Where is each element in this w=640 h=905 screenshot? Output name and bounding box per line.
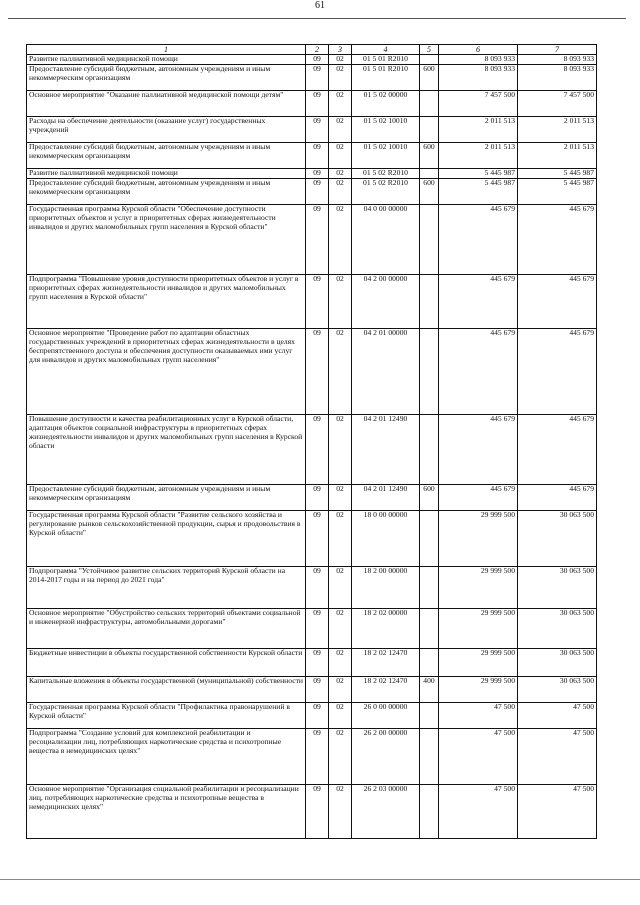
row-name-cell: Государственная программа Курской области "Развитие сельского хозяйства и регулирование рынков сельскохозяйственной продукции, сырья и продовольствия в Курской области" <box>27 511 306 567</box>
expense-type-cell <box>420 329 439 415</box>
row-name-cell: Расходы на обеспечение деятельности (оказание услуг) государственных учреждений <box>27 117 306 143</box>
table-row <box>27 677 597 703</box>
target-article-cell: 18 2 02 12470 <box>352 677 420 703</box>
table-row <box>27 329 597 415</box>
section-code-cell: 09 <box>306 205 329 275</box>
amount-year2-cell: 445 679 <box>518 205 597 275</box>
section-code-cell: 09 <box>306 55 329 65</box>
row-name-cell: Основное мероприятие "Организация социальной реабилитации и ресоциализации лиц, потребляющих наркотические средства и психотропные вещества в немедицинских целях" <box>27 785 306 839</box>
subsection-code-cell: 02 <box>329 567 352 609</box>
amount-year1-cell: 2 011 513 <box>439 143 518 169</box>
section-code-cell: 09 <box>306 117 329 143</box>
amount-year1-cell: 2 011 513 <box>439 117 518 143</box>
amount-year1-cell: 445 679 <box>439 205 518 275</box>
amount-year1-cell: 47 500 <box>439 785 518 839</box>
header-row <box>27 45 597 55</box>
amount-year1-cell: 5 445 987 <box>439 169 518 179</box>
table-row <box>27 785 597 839</box>
amount-year2-cell: 445 679 <box>518 275 597 329</box>
amount-year2-cell: 30 063 500 <box>518 567 597 609</box>
target-article-cell: 04 0 00 00000 <box>352 205 420 275</box>
amount-year1-cell: 47 500 <box>439 703 518 729</box>
target-article-cell: 18 2 02 12470 <box>352 649 420 677</box>
subsection-code-cell: 02 <box>329 415 352 485</box>
row-name-cell: Капитальные вложения в объекты государственной (муниципальной) собственности <box>27 677 306 703</box>
section-code-cell: 09 <box>306 729 329 785</box>
col-header-6: 6 <box>439 45 518 55</box>
expense-type-cell <box>420 609 439 649</box>
target-article-cell: 01 5 02 10010 <box>352 143 420 169</box>
expense-type-cell <box>420 649 439 677</box>
amount-year1-cell: 445 679 <box>439 415 518 485</box>
target-article-cell: 18 2 02 00000 <box>352 609 420 649</box>
amount-year1-cell: 445 679 <box>439 329 518 415</box>
row-name-cell: Развитие паллиативной медицинской помощи <box>27 55 306 65</box>
target-article-cell: 04 2 01 00000 <box>352 329 420 415</box>
expense-type-cell <box>420 169 439 179</box>
subsection-code-cell: 02 <box>329 65 352 91</box>
table-body <box>27 55 597 839</box>
table-row <box>27 703 597 729</box>
section-code-cell: 09 <box>306 329 329 415</box>
row-name-cell: Основное мероприятие "Обустройство сельских территорий объектами социальной и инженерной инфраструктуры, автомобильными дорогами" <box>27 609 306 649</box>
amount-year1-cell: 29 999 500 <box>439 649 518 677</box>
budget-table <box>26 44 597 839</box>
table-row <box>27 65 597 91</box>
subsection-code-cell: 02 <box>329 55 352 65</box>
expense-type-cell: 600 <box>420 485 439 511</box>
target-article-cell: 01 5 01 R2010 <box>352 55 420 65</box>
expense-type-cell <box>420 91 439 117</box>
section-code-cell: 09 <box>306 91 329 117</box>
row-name-cell: Предоставление субсидий бюджетным, автономным учреждениям и иным некоммерческим организациям <box>27 65 306 91</box>
section-code-cell: 09 <box>306 179 329 205</box>
amount-year1-cell: 29 999 500 <box>439 609 518 649</box>
table-row <box>27 609 597 649</box>
target-article-cell: 01 5 02 00000 <box>352 91 420 117</box>
section-code-cell: 09 <box>306 609 329 649</box>
amount-year2-cell: 445 679 <box>518 485 597 511</box>
section-code-cell: 09 <box>306 567 329 609</box>
table-row <box>27 91 597 117</box>
subsection-code-cell: 02 <box>329 511 352 567</box>
subsection-code-cell: 02 <box>329 609 352 649</box>
top-rule <box>8 18 626 19</box>
col-header-5: 5 <box>420 45 439 55</box>
amount-year2-cell: 8 093 933 <box>518 55 597 65</box>
target-article-cell: 01 5 01 R2010 <box>352 65 420 91</box>
amount-year2-cell: 5 445 987 <box>518 169 597 179</box>
amount-year2-cell: 30 063 500 <box>518 649 597 677</box>
row-name-cell: Подпрограмма "Создание условий для комплексной реабилитации и ресоциализации лиц, потребляющих наркотические средства и психотропные вещества в немедицинских целях" <box>27 729 306 785</box>
target-article-cell: 04 2 01 12490 <box>352 485 420 511</box>
amount-year2-cell: 47 500 <box>518 703 597 729</box>
table-row <box>27 415 597 485</box>
row-name-cell: Повышение доступности и качества реабилитационных услуг в Курской области, адаптация объектов социальной инфраструктуры в приоритетных сферах жизнедеятельности инвалидов и других маломобильных групп населения в Курской области <box>27 415 306 485</box>
expense-type-cell <box>420 205 439 275</box>
table-row <box>27 117 597 143</box>
expense-type-cell: 600 <box>420 179 439 205</box>
amount-year1-cell: 7 457 500 <box>439 91 518 117</box>
section-code-cell: 09 <box>306 143 329 169</box>
table-row <box>27 729 597 785</box>
table-row <box>27 179 597 205</box>
row-name-cell: Государственная программа Курской области "Профилактика правонарушений в Курской области" <box>27 703 306 729</box>
amount-year1-cell: 47 500 <box>439 729 518 785</box>
subsection-code-cell: 02 <box>329 729 352 785</box>
subsection-code-cell: 02 <box>329 91 352 117</box>
page-number: 61 <box>315 0 325 11</box>
subsection-code-cell: 02 <box>329 169 352 179</box>
amount-year1-cell: 29 999 500 <box>439 677 518 703</box>
expense-type-cell <box>420 511 439 567</box>
amount-year1-cell: 445 679 <box>439 275 518 329</box>
expense-type-cell <box>420 55 439 65</box>
table-row <box>27 485 597 511</box>
target-article-cell: 26 2 03 00000 <box>352 785 420 839</box>
amount-year1-cell: 8 093 933 <box>439 55 518 65</box>
row-name-cell: Развитие паллиативной медицинской помощи <box>27 169 306 179</box>
subsection-code-cell: 02 <box>329 703 352 729</box>
section-code-cell: 09 <box>306 649 329 677</box>
amount-year2-cell: 445 679 <box>518 329 597 415</box>
amount-year2-cell: 30 063 500 <box>518 609 597 649</box>
amount-year1-cell: 8 093 933 <box>439 65 518 91</box>
target-article-cell: 26 2 00 00000 <box>352 729 420 785</box>
target-article-cell: 01 5 02 R2010 <box>352 179 420 205</box>
expense-type-cell <box>420 275 439 329</box>
amount-year1-cell: 445 679 <box>439 485 518 511</box>
subsection-code-cell: 02 <box>329 485 352 511</box>
expense-type-cell: 400 <box>420 677 439 703</box>
table-row <box>27 205 597 275</box>
amount-year1-cell: 5 445 987 <box>439 179 518 205</box>
row-name-cell: Предоставление субсидий бюджетным, автономным учреждениям и иным некоммерческим организациям <box>27 179 306 205</box>
row-name-cell: Бюджетные инвестиции в объекты государственной собственности Курской области <box>27 649 306 677</box>
subsection-code-cell: 02 <box>329 205 352 275</box>
expense-type-cell <box>420 415 439 485</box>
section-code-cell: 09 <box>306 485 329 511</box>
table-row <box>27 649 597 677</box>
expense-type-cell: 600 <box>420 143 439 169</box>
amount-year2-cell: 7 457 500 <box>518 91 597 117</box>
subsection-code-cell: 02 <box>329 143 352 169</box>
expense-type-cell <box>420 703 439 729</box>
section-code-cell: 09 <box>306 65 329 91</box>
section-code-cell: 09 <box>306 703 329 729</box>
section-code-cell: 09 <box>306 677 329 703</box>
target-article-cell: 18 0 00 00000 <box>352 511 420 567</box>
target-article-cell: 18 2 00 00000 <box>352 567 420 609</box>
target-article-cell: 01 5 02 10010 <box>352 117 420 143</box>
section-code-cell: 09 <box>306 169 329 179</box>
section-code-cell: 09 <box>306 275 329 329</box>
subsection-code-cell: 02 <box>329 677 352 703</box>
col-header-2: 2 <box>306 45 329 55</box>
amount-year2-cell: 47 500 <box>518 729 597 785</box>
section-code-cell: 09 <box>306 511 329 567</box>
amount-year2-cell: 8 093 933 <box>518 65 597 91</box>
target-article-cell: 01 5 02 R2010 <box>352 169 420 179</box>
section-code-cell: 09 <box>306 785 329 839</box>
expense-type-cell <box>420 729 439 785</box>
table-row <box>27 567 597 609</box>
col-header-1: 1 <box>27 45 306 55</box>
section-code-cell: 09 <box>306 415 329 485</box>
row-name-cell: Предоставление субсидий бюджетным, автономным учреждениям и иным некоммерческим организациям <box>27 485 306 511</box>
subsection-code-cell: 02 <box>329 785 352 839</box>
col-header-4: 4 <box>352 45 420 55</box>
amount-year2-cell: 30 063 500 <box>518 511 597 567</box>
target-article-cell: 04 2 01 12490 <box>352 415 420 485</box>
row-name-cell: Подпрограмма "Повышение уровня доступности приоритетных объектов и услуг в приоритетных сферах жизнедеятельности инвалидов и других маломобильных групп населения в Курской области" <box>27 275 306 329</box>
row-name-cell: Основное мероприятие "Оказание паллиативной медицинской помощи детям" <box>27 91 306 117</box>
subsection-code-cell: 02 <box>329 275 352 329</box>
expense-type-cell <box>420 785 439 839</box>
amount-year2-cell: 30 063 500 <box>518 677 597 703</box>
amount-year1-cell: 29 999 500 <box>439 567 518 609</box>
amount-year2-cell: 2 011 513 <box>518 143 597 169</box>
subsection-code-cell: 02 <box>329 117 352 143</box>
row-name-cell: Подпрограмма "Устойчивое развитие сельских территорий Курской области на 2014-2017 годы и на период до 2021 года" <box>27 567 306 609</box>
target-article-cell: 04 2 00 00000 <box>352 275 420 329</box>
subsection-code-cell: 02 <box>329 649 352 677</box>
row-name-cell: Государственная программа Курской области "Обеспечение доступности приоритетных объектов и услуг в приоритетных сферах жизнедеятельности инвалидов и других маломобильных групп населения в Курской области" <box>27 205 306 275</box>
amount-year1-cell: 29 999 500 <box>439 511 518 567</box>
subsection-code-cell: 02 <box>329 179 352 205</box>
expense-type-cell <box>420 117 439 143</box>
amount-year2-cell: 47 500 <box>518 785 597 839</box>
table-row <box>27 143 597 169</box>
row-name-cell: Основное мероприятие "Проведение работ по адаптации областных государственных учреждений в приоритетных сферах жизнедеятельности в целях беспрепятственного доступа и обеспечения доступности оказываемых ими услуг для инвалидов и других маломобильных групп населения" <box>27 329 306 415</box>
expense-type-cell <box>420 567 439 609</box>
table-row <box>27 511 597 567</box>
amount-year2-cell: 2 011 513 <box>518 117 597 143</box>
amount-year2-cell: 445 679 <box>518 415 597 485</box>
table-row <box>27 275 597 329</box>
row-name-cell: Предоставление субсидий бюджетным, автономным учреждениям и иным некоммерческим организациям <box>27 143 306 169</box>
subsection-code-cell: 02 <box>329 329 352 415</box>
table-row <box>27 169 597 179</box>
bottom-rule <box>0 879 640 880</box>
col-header-3: 3 <box>329 45 352 55</box>
expense-type-cell: 600 <box>420 65 439 91</box>
col-header-7: 7 <box>518 45 597 55</box>
target-article-cell: 26 0 00 00000 <box>352 703 420 729</box>
table-row <box>27 55 597 65</box>
amount-year2-cell: 5 445 987 <box>518 179 597 205</box>
